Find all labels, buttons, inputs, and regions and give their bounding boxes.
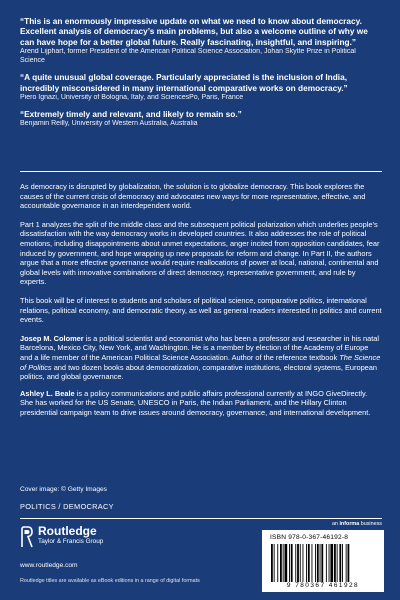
endorsement: [20, 72, 382, 102]
isbn-barcode-panel: [262, 530, 384, 592]
book-title-reference: The Science of Politics: [20, 352, 381, 372]
barcode-bar: [297, 544, 299, 582]
barcode-bar: [277, 544, 278, 582]
informa-brand: informa: [339, 521, 360, 527]
barcode-bar: [312, 544, 313, 582]
barcode-bar: [334, 544, 336, 582]
barcode-bar: [300, 544, 301, 582]
endorsement-attribution: Piero Ignazi, University of Bologna, Italy, and SciencesPo, Paris, France: [20, 94, 244, 102]
description-paragraph: Part 1 analyzes the split of the middle class and the subsequent political polarization which underlies people’s dissatisfaction with the way democracy works in developed countries. It also addresses the role of political emotions, including disappointments about unmet expectations, anger incited from opposition candidates, fear induced by government, and hope wrapping up new proposals for reform and change. In Part II, the authors argue that a more effective governance would require reallocations of power at local, national, continental and global levels with innovative combinations of direct democracy, representative government, and rule by experts.: [20, 219, 380, 287]
author-name: Josep M. Colomer: [20, 333, 84, 343]
author-bio: [20, 389, 382, 418]
endorsements: [20, 16, 382, 135]
routledge-r-icon: [20, 525, 34, 549]
publisher-group: Taylor & Francis Group: [38, 538, 104, 545]
barcode-bar: [271, 544, 273, 582]
barcode-bar: [283, 544, 284, 582]
divider: [20, 518, 382, 519]
barcode-bar: [274, 544, 275, 582]
barcode-bar: [330, 544, 333, 582]
barcode-bar: [291, 544, 293, 582]
barcode-bar: [326, 544, 327, 582]
barcode-bar: [339, 544, 341, 582]
barcode-bar: [306, 544, 307, 582]
author-bio-text: is a policy communications and public affairs professional currently at INGO GiveDirectly. She has worked for the US Senate, UNESCO in Paris, the Indian Parliament, and the Hillary Clinton presidential campaign team to drive issues around democracy, governance, and international development.: [20, 388, 371, 417]
publisher-logo: [20, 525, 103, 549]
book-description: [20, 182, 382, 424]
endorsement: [20, 16, 382, 65]
barcode-bar: [289, 544, 290, 582]
endorsement-attribution: Arend Lijphart, former President of the American Political Science Association, Johan Skytte Prize in Political Science: [20, 48, 356, 65]
barcode-bar: [308, 544, 310, 582]
barcode-bar: [346, 544, 347, 582]
barcode-bar: [337, 544, 338, 582]
description-paragraph: As democracy is disrupted by globalization, the solution is to globalize democracy. This book explores the causes of the current crisis of democracy and advocates new ways for more representative, effective, and accountable governance in an interdependent world.: [20, 182, 366, 211]
divider: [20, 171, 382, 172]
cover-image-credit: Cover image: © Getty Images: [20, 486, 107, 493]
barcode-bar: [303, 544, 304, 582]
barcode-bar: [321, 544, 323, 582]
barcode-bar: [342, 544, 343, 582]
author-bio: [20, 334, 382, 382]
publisher-wordmark: [38, 525, 103, 546]
barcode-bar: [280, 544, 282, 582]
barcode-bar: [285, 544, 288, 582]
ebook-note: Routledge titles are available as eBook editions in a range of digital formats: [20, 578, 200, 584]
informa-business-note: an informa business: [331, 521, 382, 527]
barcode-bar: [317, 544, 319, 582]
description-paragraph: This book will be of interest to students and scholars of political science, comparative politics, international relations, political economy, and democratic theory, as well as general readers interested in politics and current events.: [20, 295, 382, 325]
author-bio-text: and two dozen books about democratization, comparative institutions, electoral systems, European politics, and global governance.: [20, 362, 378, 382]
endorsement-attribution: Benjamin Reilly, University of Western Australia, Australia: [20, 120, 198, 128]
author-bio-text: is a political scientist and economist who has been a professor and researcher in his natal Barcelona, Mexico City, New York, and Washington. He is a member by election of the Academy of Europe and a life member of the American Political Science Association. Author of the reference textbook: [20, 333, 380, 362]
barcode-bar: [320, 544, 321, 582]
subject-category: POLITICS / DEMOCRACY: [20, 502, 114, 511]
endorsement: [20, 109, 382, 128]
barcode-bar: [348, 544, 350, 582]
publisher-name: Routledge: [38, 524, 97, 538]
barcode-bar: [315, 544, 316, 582]
publisher-website: www.routledge.com: [20, 562, 78, 569]
barcode-bar: [329, 544, 330, 582]
endorsement-quote: “A quite unusual global coverage. Particularly appreciated is the inclusion of India, incredibly misconsidered in many international comparative works on democracy.”: [20, 72, 348, 93]
endorsement-quote: “Extremely timely and relevant, and likely to remain so.”: [20, 109, 242, 120]
author-name: Ashley L. Beale: [20, 388, 75, 398]
barcode-bar: [295, 544, 296, 582]
isbn-digits: 9 780367 461928: [286, 582, 360, 589]
barcode-icon: [270, 544, 376, 582]
endorsement-quote: “This is an enormously impressive update on what we need to know about democracy. Excellent analysis of democracy’s main problems, but also a welcome outline of why we can have hope for a better global future. Really fascinating, insightful, and inspiring.”: [20, 16, 368, 47]
isbn-label: ISBN 978-0-367-46192-8: [270, 534, 349, 541]
